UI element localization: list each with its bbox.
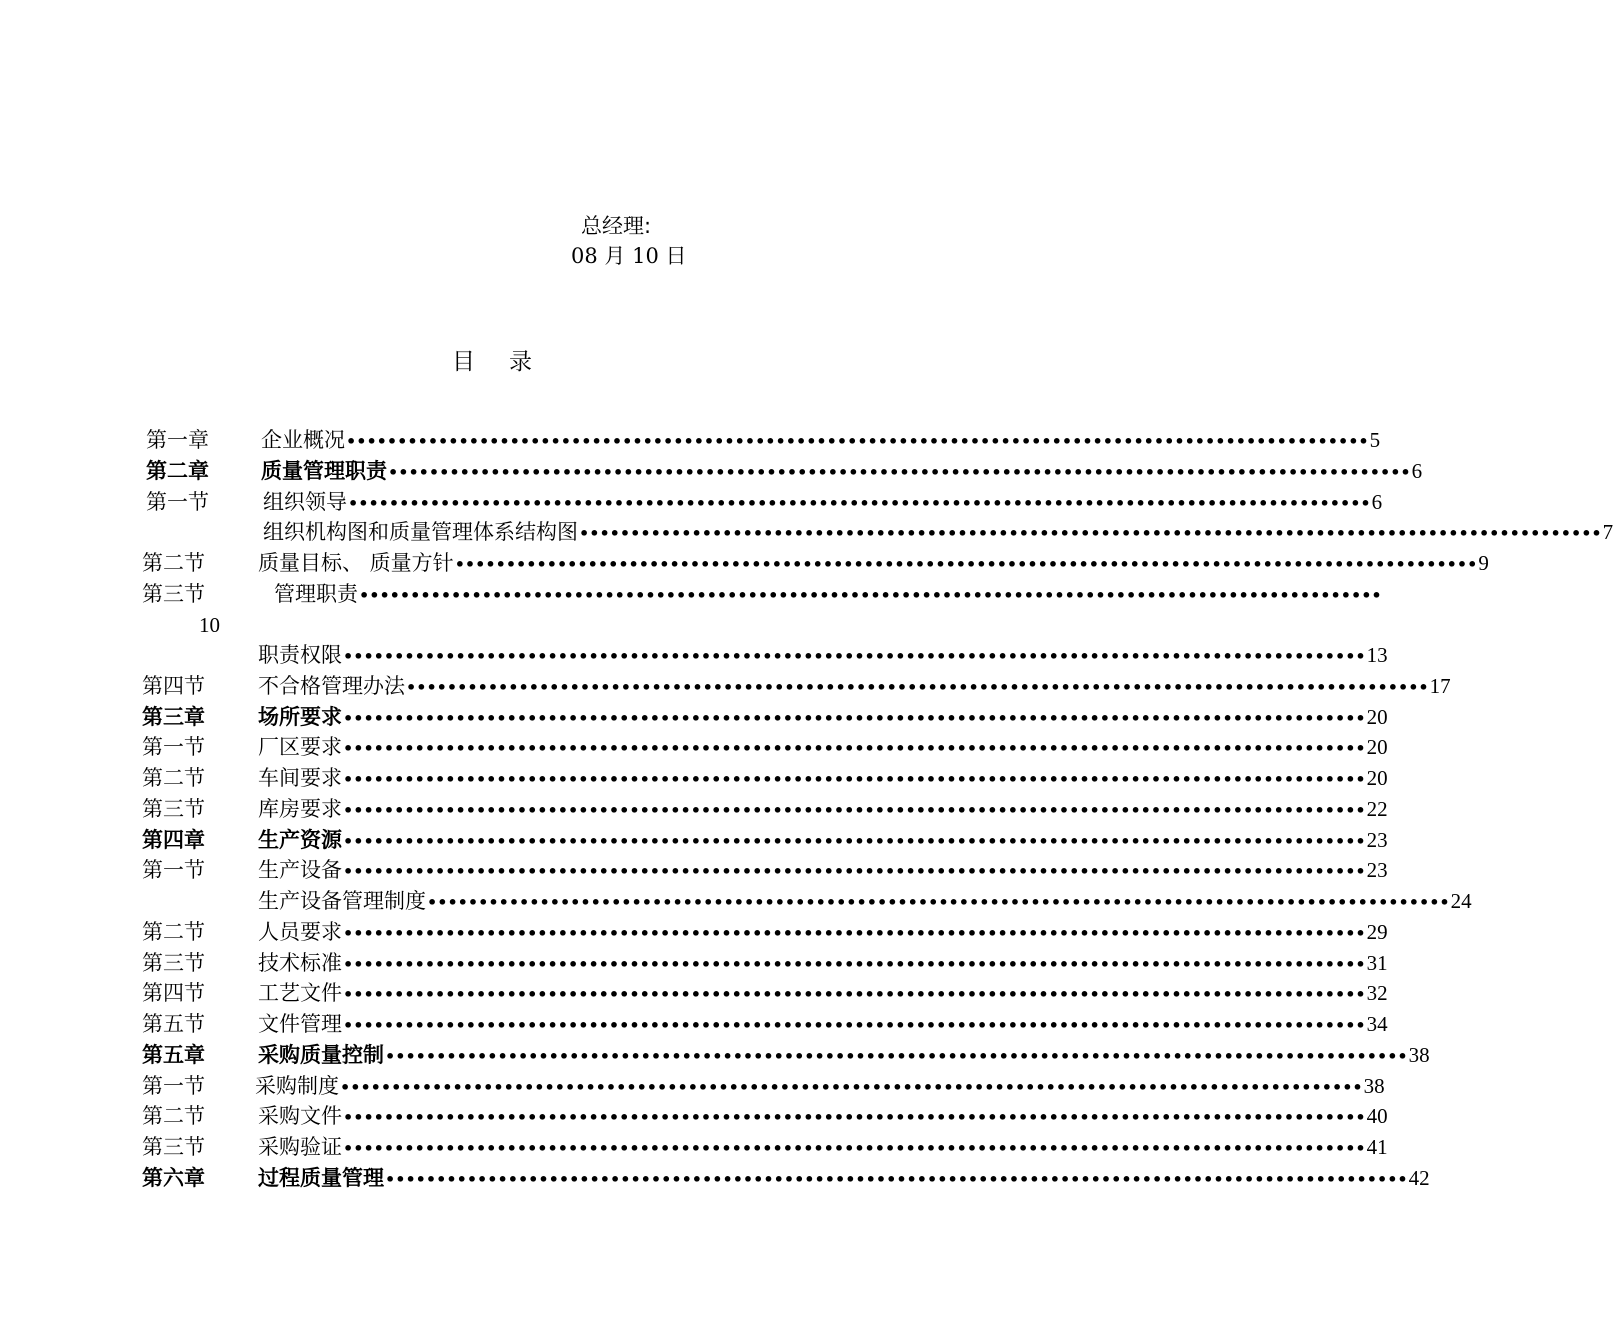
toc-entry-title: 采购验证: [258, 1135, 342, 1159]
toc-entry-title: 文件管理: [258, 1012, 342, 1036]
toc-dot-leader: ••••••••••••••••••••••••••••••••••••••••••••••••••••••••••••••••••••••••••••••••••••••••••••••••••••: [343, 647, 1366, 666]
toc-dot-leader: ••••••••••••••••••••••••••••••••••••••••••••••••••••••••••••••••••••••••••••••••••••••••••••••••••••: [343, 1139, 1366, 1158]
toc-entry-label: 第三章: [142, 705, 205, 729]
toc-entry[interactable]: [0, 732, 1388, 762]
toc-entry-page: 6: [1371, 490, 1383, 514]
toc-entry[interactable]: [0, 1040, 1430, 1070]
toc-entry-label: 第二章: [146, 459, 209, 483]
toc-dot-leader: ••••••••••••••••••••••••••••••••••••••••••••••••••••••••••••••••••••••••••••••••••••••••••••••••••••: [343, 801, 1366, 820]
toc-dot-leader: ••••••••••••••••••••••••••••••••••••••••••••••••••••••••••••••••••••••••••••••••••••••••••••••••••••: [454, 555, 1478, 574]
toc-entry[interactable]: [0, 1009, 1388, 1039]
toc-entry-label: 第二节: [142, 920, 205, 944]
toc-dot-leader: ••••••••••••••••••••••••••••••••••••••••••••••••••••••••••••••••••••••••••••••••••••••••••••••••••••: [359, 586, 1382, 605]
toc-entry-title: 采购制度: [255, 1074, 339, 1098]
toc-entry-title: 管理职责: [274, 582, 358, 606]
toc-entry-label: 第二节: [142, 766, 205, 790]
toc-entry-title: 工艺文件: [258, 981, 342, 1005]
toc-entry-page: 23: [1366, 828, 1388, 852]
toc-entry-title: 库房要求: [258, 797, 342, 821]
toc-entry-page: 40: [1366, 1104, 1388, 1128]
toc-entry[interactable]: [0, 517, 1613, 547]
toc-entry-title: 采购质量控制: [258, 1043, 384, 1067]
signature-title: 总经理:: [581, 214, 652, 238]
toc-dot-leader: ••••••••••••••••••••••••••••••••••••••••••••••••••••••••••••••••••••••••••••••••••••••••••••••••••••: [348, 494, 1371, 513]
toc-entry[interactable]: [0, 702, 1388, 732]
toc-entry-label: 第二节: [142, 551, 205, 575]
toc-dot-leader: ••••••••••••••••••••••••••••••••••••••••••••••••••••••••••••••••••••••••••••••••••••••••••••••••••••: [388, 463, 1411, 482]
toc-entry-title: 采购文件: [258, 1104, 342, 1128]
toc-wrapped-page-number: 10: [199, 613, 220, 637]
toc-entry-page: 32: [1366, 981, 1388, 1005]
toc-entry-label: 第四节: [142, 981, 205, 1005]
toc-entry[interactable]: [0, 794, 1388, 824]
toc-entry-label: 第三节: [142, 582, 205, 606]
toc-entry-title: 技术标准: [258, 951, 342, 975]
toc-entry-title: 生产设备: [258, 858, 342, 882]
toc-entry[interactable]: [0, 579, 1382, 609]
toc-entry-label: 第五节: [142, 1012, 205, 1036]
toc-entry-label: 第四章: [142, 828, 205, 852]
toc-entry-title: 车间要求: [258, 766, 342, 790]
toc-entry-page: 6: [1411, 459, 1423, 483]
toc-entry-page: 31: [1366, 951, 1388, 975]
toc-entry[interactable]: [0, 487, 1383, 517]
toc-entry-page: 17: [1429, 674, 1451, 698]
toc-dot-leader: ••••••••••••••••••••••••••••••••••••••••••••••••••••••••••••••••••••••••••••••••••••••••••••••••••••: [343, 1016, 1366, 1035]
toc-entry-label: 第一节: [142, 1074, 205, 1098]
toc-entry-page: 20: [1366, 766, 1388, 790]
toc-entry[interactable]: [0, 1132, 1388, 1162]
toc-entry-title: 组织机构图和质量管理体系结构图: [263, 520, 578, 544]
toc-entry-page: 23: [1366, 858, 1388, 882]
toc-entry-label: 第一章: [146, 428, 209, 452]
toc-entry-title: 职责权限: [258, 643, 342, 667]
toc-entry-label: 第二节: [142, 1104, 205, 1128]
toc-dot-leader: ••••••••••••••••••••••••••••••••••••••••••••••••••••••••••••••••••••••••••••••••••••••••••••••••••••: [343, 770, 1366, 789]
toc-entry-page: 34: [1366, 1012, 1388, 1036]
toc-entry[interactable]: [0, 671, 1451, 701]
toc-dot-leader: ••••••••••••••••••••••••••••••••••••••••••••••••••••••••••••••••••••••••••••••••••••••••••••••••••••: [343, 985, 1366, 1004]
toc-title: 目录: [452, 349, 566, 375]
toc-entry-label: 第一节: [142, 858, 205, 882]
toc-entry-title: 质量管理职责: [261, 459, 387, 483]
toc-entry-title: 企业概况: [261, 428, 345, 452]
date-day-number: 10: [632, 244, 659, 268]
toc-entry-title: 质量目标、 质量方针: [258, 551, 454, 575]
toc-dot-leader: ••••••••••••••••••••••••••••••••••••••••••••••••••••••••••••••••••••••••••••••••••••••••••••••••••••: [343, 832, 1366, 851]
toc-entry-page: 22: [1366, 797, 1388, 821]
toc-dot-leader: ••••••••••••••••••••••••••••••••••••••••••••••••••••••••••••••••••••••••••••••••••••••••••••••••••••: [385, 1047, 1408, 1066]
toc-entry-title: 生产资源: [258, 828, 342, 852]
toc-entry[interactable]: [0, 1163, 1430, 1193]
toc-entry[interactable]: [0, 825, 1388, 855]
toc-entry-page: 38: [1408, 1043, 1430, 1067]
toc-entry-label: 第三节: [142, 797, 205, 821]
toc-dot-leader: ••••••••••••••••••••••••••••••••••••••••••••••••••••••••••••••••••••••••••••••••••••••••••••••••••••: [385, 1170, 1408, 1189]
toc-entry-page: 20: [1366, 705, 1388, 729]
toc-entry-page: 7: [1602, 520, 1613, 544]
toc-dot-leader: ••••••••••••••••••••••••••••••••••••••••••••••••••••••••••••••••••••••••••••••••••••••••••••••••••••: [343, 862, 1366, 881]
toc-entry-label: 第三节: [142, 1135, 205, 1159]
toc-dot-leader: ••••••••••••••••••••••••••••••••••••••••••••••••••••••••••••••••••••••••••••••••••••••••••••••••••••: [343, 1108, 1366, 1127]
toc-dot-leader: ••••••••••••••••••••••••••••••••••••••••••••••••••••••••••••••••••••••••••••••••••••••••••••••••••••: [427, 893, 1450, 912]
toc-entry-page: 42: [1408, 1166, 1430, 1190]
toc-entry[interactable]: [0, 763, 1388, 793]
toc-dot-leader: ••••••••••••••••••••••••••••••••••••••••••••••••••••••••••••••••••••••••••••••••••••••••••••••••••••: [579, 524, 1602, 543]
date-month-number: 08: [571, 244, 598, 268]
toc-dot-leader: ••••••••••••••••••••••••••••••••••••••••••••••••••••••••••••••••••••••••••••••••••••••••••••••••••••: [406, 678, 1429, 697]
toc-entry-page: 20: [1366, 735, 1388, 759]
toc-dot-leader: ••••••••••••••••••••••••••••••••••••••••••••••••••••••••••••••••••••••••••••••••••••••••••••••••••••: [343, 955, 1366, 974]
toc-dot-leader: ••••••••••••••••••••••••••••••••••••••••••••••••••••••••••••••••••••••••••••••••••••••••••••••••••••: [343, 924, 1366, 943]
toc-entry-title: 过程质量管理: [258, 1166, 384, 1190]
toc-dot-leader: ••••••••••••••••••••••••••••••••••••••••••••••••••••••••••••••••••••••••••••••••••••••••••••••••••••: [340, 1078, 1363, 1097]
toc-dot-leader: ••••••••••••••••••••••••••••••••••••••••••••••••••••••••••••••••••••••••••••••••••••••••••••••••••••: [343, 709, 1366, 728]
toc-entry[interactable]: [0, 1071, 1385, 1101]
toc-entry-title: 场所要求: [258, 705, 342, 729]
toc-dot-leader: ••••••••••••••••••••••••••••••••••••••••••••••••••••••••••••••••••••••••••••••••••••••••••••••••••••: [343, 739, 1366, 758]
toc-entry-page: 41: [1366, 1135, 1388, 1159]
toc-entry[interactable]: [0, 855, 1388, 885]
date-month-char: 月: [604, 244, 626, 268]
toc-entry[interactable]: [0, 548, 1489, 578]
toc-entry-page: 38: [1363, 1074, 1385, 1098]
toc-entry-title: 不合格管理办法: [258, 674, 405, 698]
toc-entry[interactable]: [0, 425, 1381, 455]
toc-entry-title: 人员要求: [258, 920, 342, 944]
toc-entry[interactable]: [0, 640, 1388, 670]
toc-entry-title: 生产设备管理制度: [258, 889, 426, 913]
toc-entry[interactable]: [0, 917, 1388, 947]
toc-entry-label: 第三节: [142, 951, 205, 975]
toc-entry-page: 29: [1366, 920, 1388, 944]
toc-entry[interactable]: [0, 456, 1423, 486]
toc-entry-label: 第四节: [142, 674, 205, 698]
toc-entry[interactable]: [0, 978, 1388, 1008]
signature-date: [571, 242, 687, 270]
toc-entry-label: 第六章: [142, 1166, 205, 1190]
toc-entry[interactable]: [0, 948, 1388, 978]
toc-entry-label: 第一节: [142, 735, 205, 759]
toc-entry-page: 9: [1478, 551, 1489, 575]
toc-entry-page: 5: [1369, 428, 1381, 452]
toc-entry-page: 24: [1450, 889, 1472, 913]
toc-entry-label: 第一节: [146, 490, 209, 514]
toc-dot-leader: ••••••••••••••••••••••••••••••••••••••••••••••••••••••••••••••••••••••••••••••••••••••••••••••••••••: [346, 432, 1369, 451]
toc-entry[interactable]: [0, 886, 1472, 916]
toc-entry-title: 组织领导: [263, 490, 347, 514]
date-day-char: 日: [665, 244, 687, 268]
toc-entry[interactable]: [0, 1101, 1388, 1131]
toc-entry-label: 第五章: [142, 1043, 205, 1067]
toc-entry-page: 13: [1366, 643, 1388, 667]
toc-entry-title: 厂区要求: [258, 735, 342, 759]
